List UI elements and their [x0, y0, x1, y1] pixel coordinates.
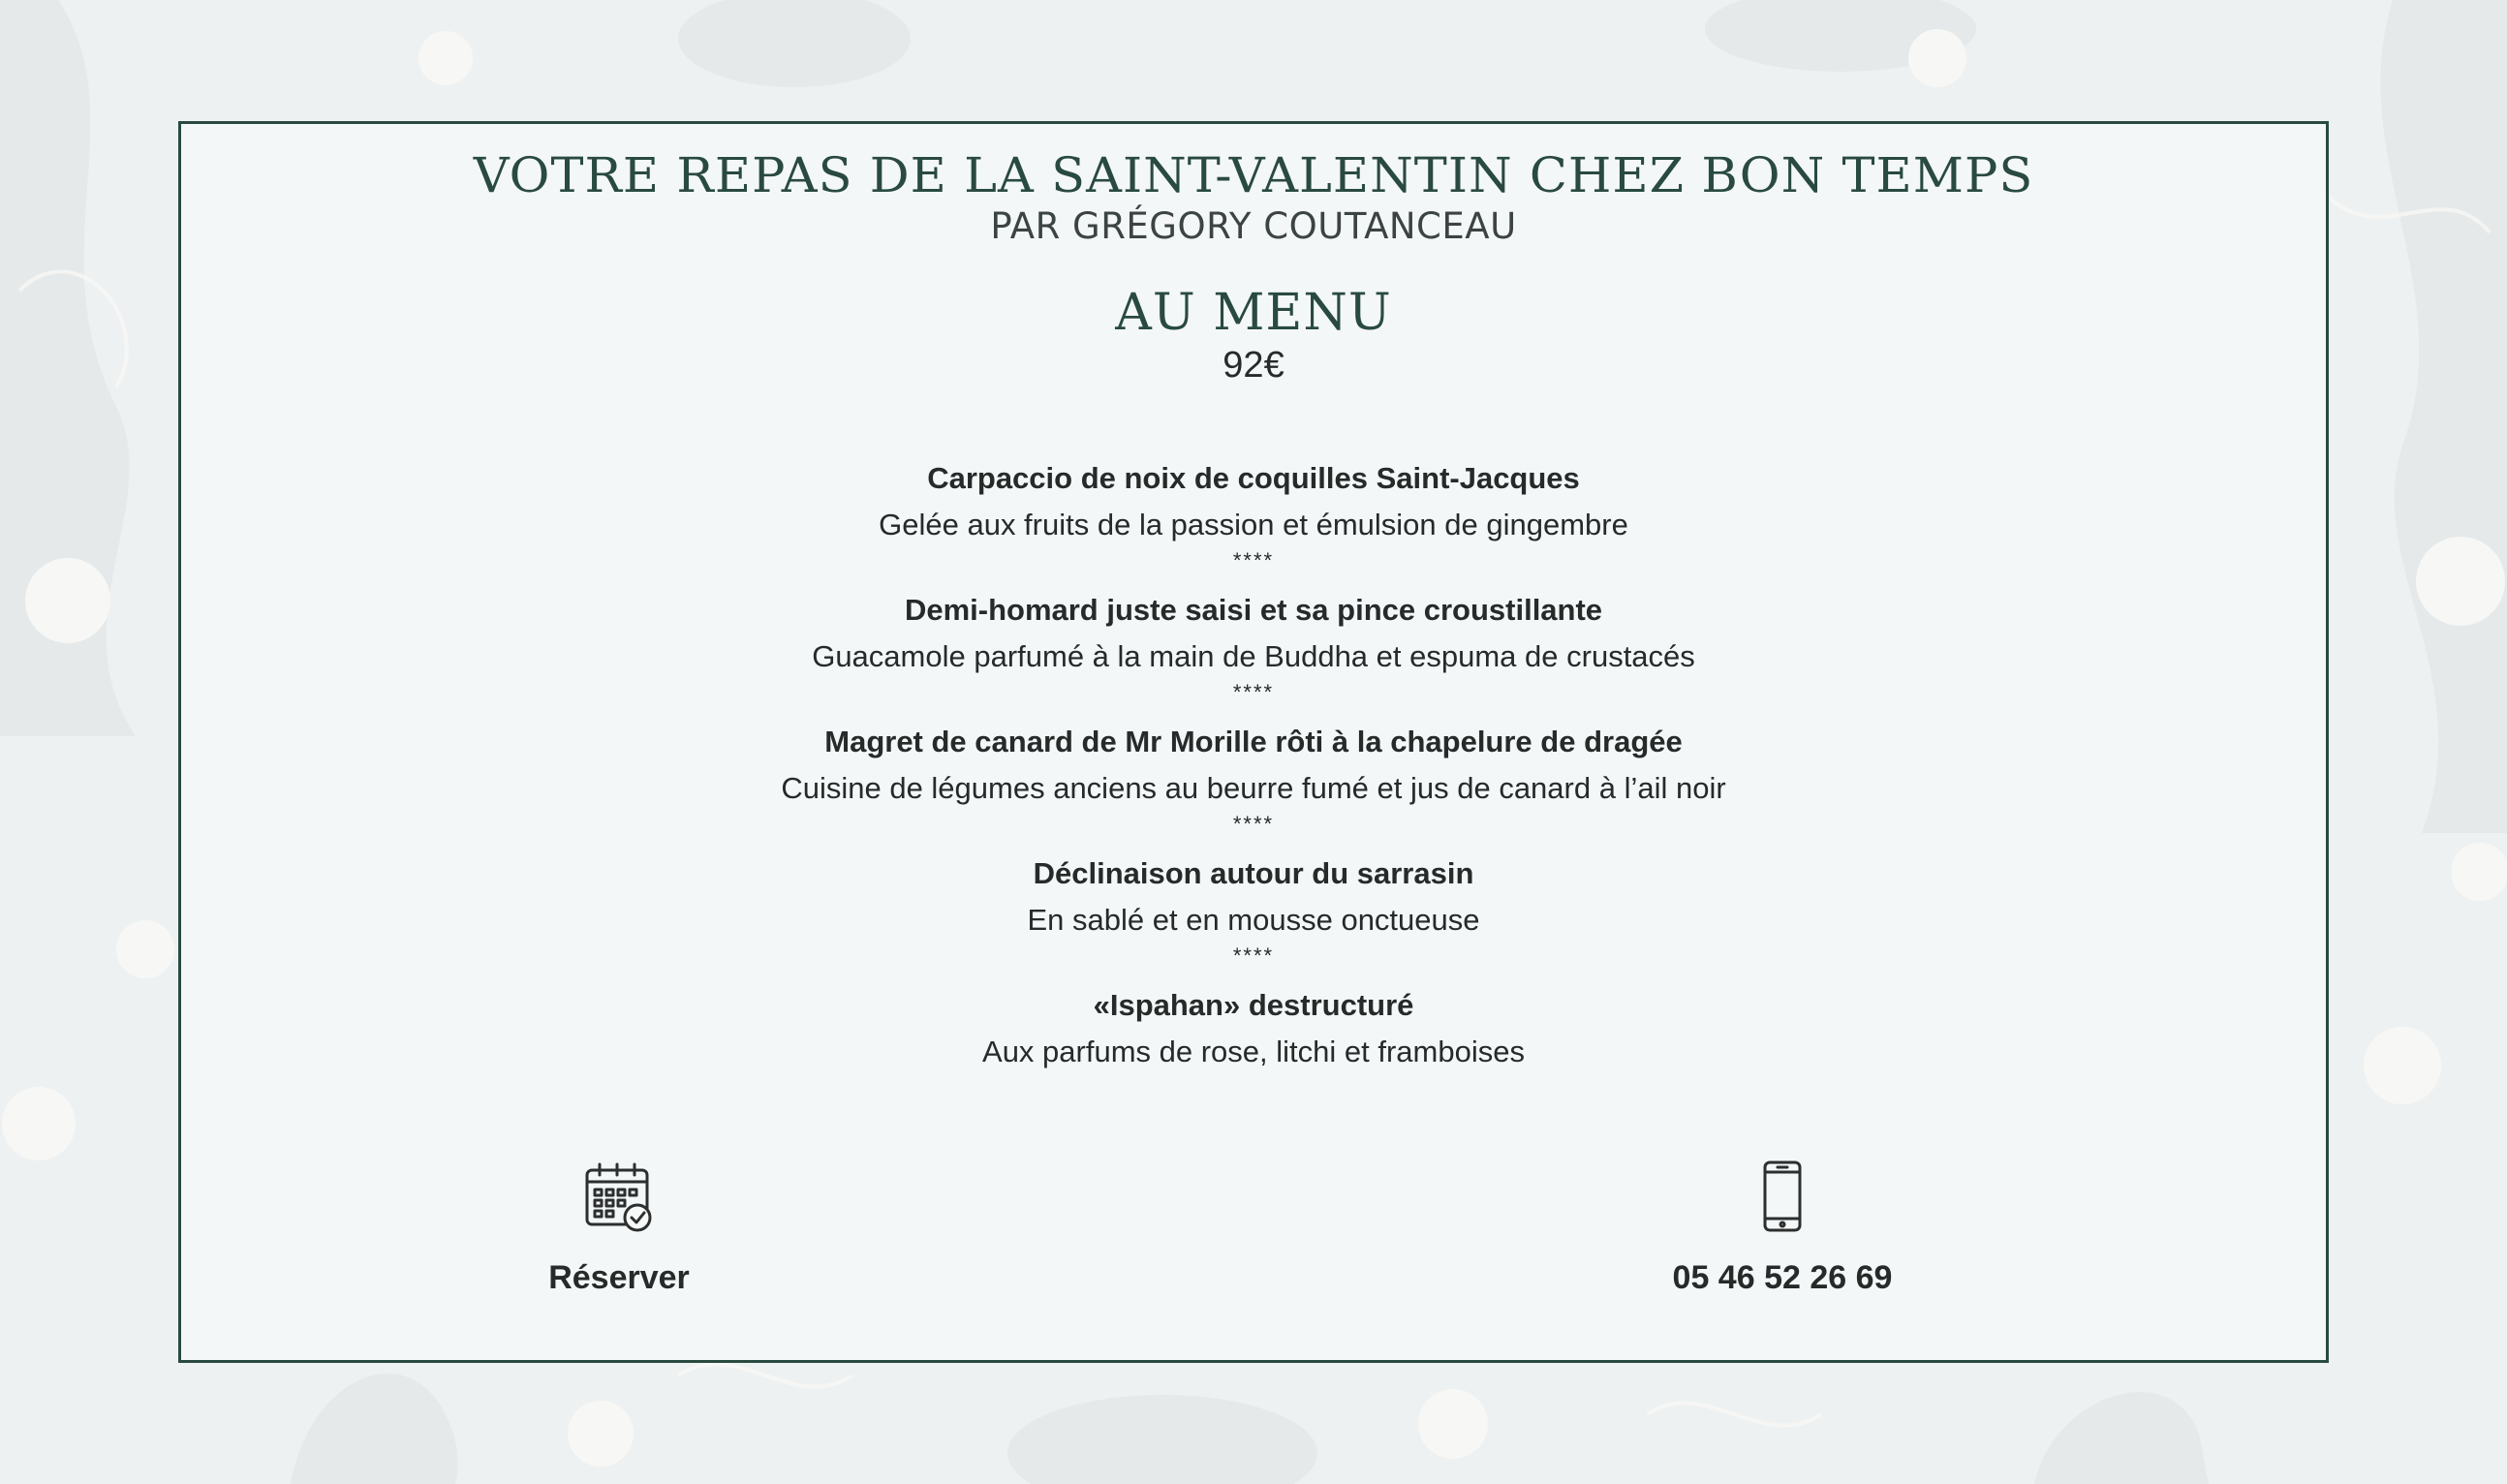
dish-description: En sablé et en mousse onctueuse: [1027, 903, 1480, 937]
chef-subtitle: PAR GRÉGORY COUTANCEAU: [990, 205, 1517, 247]
dish-description: Guacamole parfumé à la main de Buddha et espuma de crustacés: [812, 639, 1695, 673]
menu-card-content: [181, 124, 2326, 1075]
calendar-check-icon: [584, 1160, 654, 1232]
dish-description: Cuisine de légumes anciens au beurre fumé et jus de canard à l’ail noir: [781, 771, 1726, 805]
dish-item: [181, 587, 2326, 680]
menu-card: [178, 121, 2329, 1363]
dish-name: Déclinaison autour du sarrasin: [1033, 856, 1474, 890]
dish-description: Gelée aux fruits de la passion et émulsion de gingembre: [879, 508, 1628, 541]
dish-list: [181, 455, 2326, 1075]
page-title: VOTRE REPAS DE LA SAINT-VALENTIN CHEZ BON TEMPS: [473, 147, 2034, 203]
menu-price: 92€: [1223, 345, 1284, 386]
mobile-phone-icon: [1748, 1160, 1817, 1232]
dish-item: [181, 719, 2326, 812]
phone-link[interactable]: [1569, 1160, 1996, 1297]
dish-description: Aux parfums de rose, litchi et framboises: [982, 1035, 1525, 1068]
dish-item: [181, 850, 2326, 943]
dish-item: [181, 982, 2326, 1075]
dish-name: «Ispahan» destructuré: [1093, 988, 1414, 1022]
dish-item: [181, 455, 2326, 548]
dish-separator: ****: [1232, 812, 1275, 836]
dish-name: Demi-homard juste saisi et sa pince croustillante: [904, 593, 1603, 627]
dish-separator: ****: [1232, 680, 1275, 704]
reserve-label: Réserver: [548, 1259, 690, 1296]
menu-title: AU MENU: [1115, 284, 1392, 342]
dish-name: Magret de canard de Mr Morille rôti à la chapelure de dragée: [824, 725, 1683, 758]
dish-separator: ****: [1232, 943, 1275, 968]
reserve-button[interactable]: [406, 1160, 832, 1297]
dish-separator: ****: [1232, 548, 1275, 572]
phone-number: 05 46 52 26 69: [1672, 1259, 1893, 1296]
dish-name: Carpaccio de noix de coquilles Saint-Jacques: [927, 461, 1580, 495]
